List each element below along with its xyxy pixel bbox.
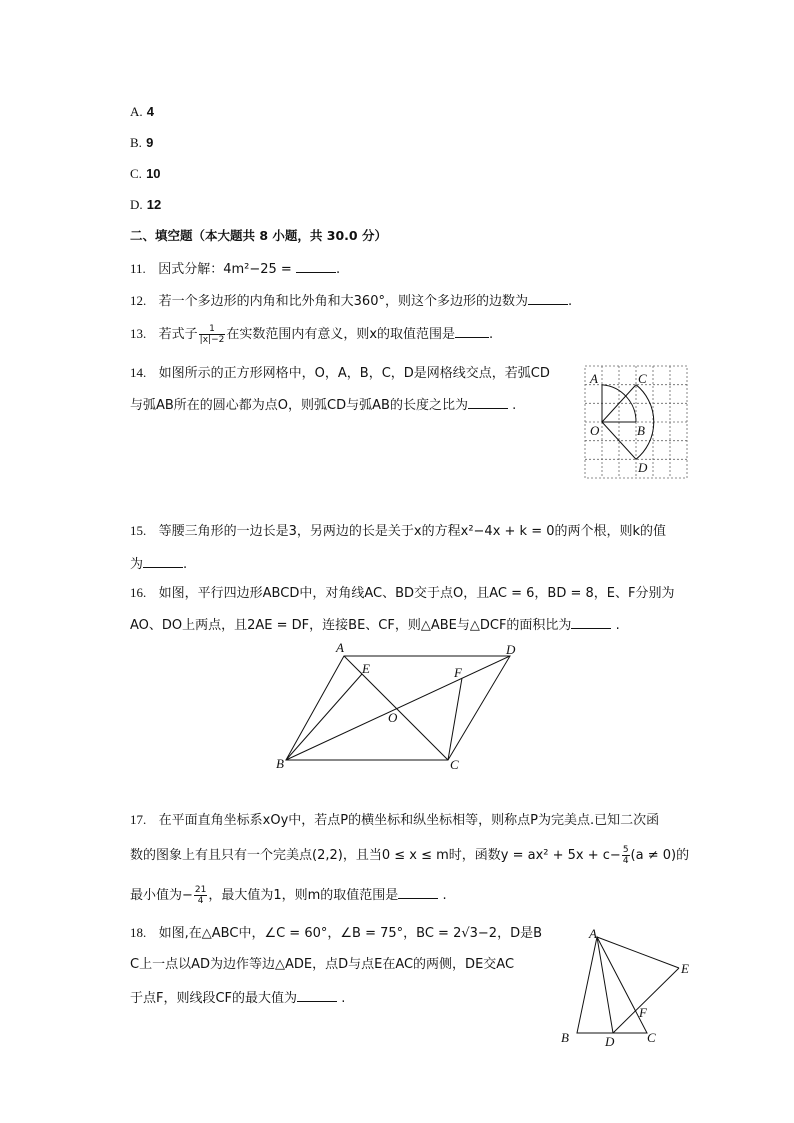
question-14-line1 [130, 363, 550, 384]
option-letter: B. [130, 135, 142, 150]
fraction-denominator: 4 [622, 856, 629, 866]
option-c [130, 164, 161, 185]
question-15-line2 [130, 553, 187, 575]
figure-14-grid [580, 362, 692, 480]
option-a [130, 102, 154, 123]
figure-18-triangle [555, 925, 705, 1050]
question-text: 等腰三角形的一边长是3，另两边的长是关于x的方程x²−4x + k = 0的两个根，则k的值 [158, 524, 667, 539]
answer-blank[interactable] [297, 987, 337, 1002]
question-text: 如图所示的正方形网格中，O，A，B，C，D是网格线交点，若弧CD [158, 366, 550, 381]
question-text-post: 在实数范围内有意义，则x的取值范围是 [226, 327, 456, 342]
segment-ae [597, 937, 679, 968]
label-e: E [681, 961, 689, 976]
label-f: F [639, 1005, 647, 1020]
question-text: 若一个多边形的内角和比外角和大360°，则这个多边形的边数为 [158, 294, 528, 309]
question-text-post: (a ≠ 0)的 [630, 848, 690, 863]
question-text: AO、DO上两点，且2AE = DF，连接BE、CF，则△ABE与△DCF的面积比为 [130, 618, 572, 633]
question-text-pre: 若式子 [158, 327, 198, 342]
question-18-line3 [130, 987, 345, 1009]
period: . [615, 618, 620, 633]
label-c: C [638, 371, 647, 386]
segment-be [286, 674, 362, 760]
question-17-line3 [130, 884, 447, 906]
question-text: C上一点以AD为边作等边△ADE，点D与点E在AC的两侧，DE交AC [130, 957, 515, 972]
question-text: 如图，平行四边形ABCD中，对角线AC、BD交于点O，且AC = 6，BD = 8，E、F分别为 [158, 586, 675, 601]
question-text-pre: 数的图象上有且只有一个完美点(2,2)，且当0 ≤ x ≤ m时，函数y = ax² + 5x + c− [130, 848, 621, 863]
label-a: A [336, 640, 344, 655]
answer-blank[interactable] [455, 323, 489, 338]
fraction-denominator: |x|−2 [199, 335, 225, 345]
period: . [489, 327, 494, 342]
label-b: B [637, 423, 645, 438]
period: . [335, 262, 341, 277]
question-number: 13. [130, 326, 147, 341]
question-13 [130, 323, 493, 345]
segment-de [613, 968, 679, 1033]
label-f: F [454, 665, 462, 680]
label-b: B [276, 756, 284, 771]
question-number: 11. [130, 261, 146, 276]
fraction [199, 324, 226, 345]
answer-blank[interactable] [143, 553, 183, 568]
question-text: 如图,在△ABC中，∠C = 60°，∠B = 75°，BC = 2√3−2，D是B [158, 926, 542, 941]
fraction-numerator: 5 [622, 845, 629, 855]
question-12 [130, 290, 572, 312]
option-value: 10 [146, 166, 161, 181]
question-number: 15. [130, 523, 147, 538]
diagonal-bd [286, 656, 510, 760]
fraction-numerator: 21 [194, 885, 207, 895]
question-text-pre: 最小值为− [130, 888, 193, 903]
question-text: 因式分解：4m²−25 = [158, 262, 296, 277]
fraction-numerator: 1 [199, 324, 226, 335]
option-value: 4 [146, 104, 155, 119]
option-letter: A. [130, 104, 143, 119]
period: . [341, 991, 346, 1006]
question-number: 16. [130, 585, 147, 600]
question-text: 为 [130, 557, 144, 572]
option-letter: D. [130, 197, 143, 212]
label-c: C [450, 757, 459, 772]
option-letter: C. [130, 166, 142, 181]
label-o: O [590, 423, 600, 438]
period: . [567, 294, 573, 309]
question-17-line1 [130, 810, 659, 831]
question-17-line2 [130, 845, 689, 866]
label-b: B [561, 1030, 569, 1045]
label-o: O [388, 710, 398, 725]
question-15-line1 [130, 521, 666, 542]
label-d: D [638, 460, 648, 475]
question-16-line2 [130, 614, 620, 636]
section-header: 二、填空题（本大题共 8 小题，共 30.0 分） [130, 228, 387, 243]
option-value: 9 [146, 135, 154, 150]
question-text: 与弧AB所在的圆心都为点O，则弧CD与弧AB的长度之比为 [130, 398, 468, 413]
label-a: A [589, 926, 597, 941]
label-d: D [506, 642, 516, 657]
fraction [194, 885, 207, 906]
option-b [130, 133, 153, 154]
label-d: D [605, 1034, 615, 1049]
label-e: E [362, 661, 370, 676]
label-c: C [647, 1030, 656, 1045]
option-d [130, 195, 161, 216]
option-value: 12 [146, 197, 162, 212]
period: . [442, 888, 447, 903]
answer-blank[interactable] [468, 394, 508, 409]
question-number: 17. [130, 812, 147, 827]
answer-blank[interactable] [398, 884, 438, 899]
question-text: 在平面直角坐标系xOy中，若点P的横坐标和纵坐标相等，则称点P为完美点.已知二次函 [158, 813, 660, 828]
question-text-post: ，最大值为1，则m的取值范围是 [208, 888, 399, 903]
question-16-line1 [130, 583, 674, 604]
question-18-line2 [130, 955, 514, 975]
period: . [512, 398, 517, 413]
question-number: 18. [130, 925, 147, 940]
question-number: 12. [130, 293, 147, 308]
question-14-line2 [130, 394, 516, 416]
question-18-line1 [130, 923, 542, 944]
figure-16-parallelogram [270, 638, 530, 776]
period: . [183, 557, 188, 572]
question-text: 于点F，则线段CF的最大值为 [130, 991, 298, 1006]
diagonal-ac [344, 656, 448, 760]
fraction-denominator: 4 [197, 896, 204, 906]
answer-blank[interactable] [571, 614, 611, 629]
answer-blank[interactable] [296, 258, 336, 273]
question-number: 14. [130, 365, 147, 380]
fraction [622, 845, 630, 866]
label-a: A [590, 371, 598, 386]
answer-blank[interactable] [528, 290, 568, 305]
question-11 [130, 258, 340, 280]
